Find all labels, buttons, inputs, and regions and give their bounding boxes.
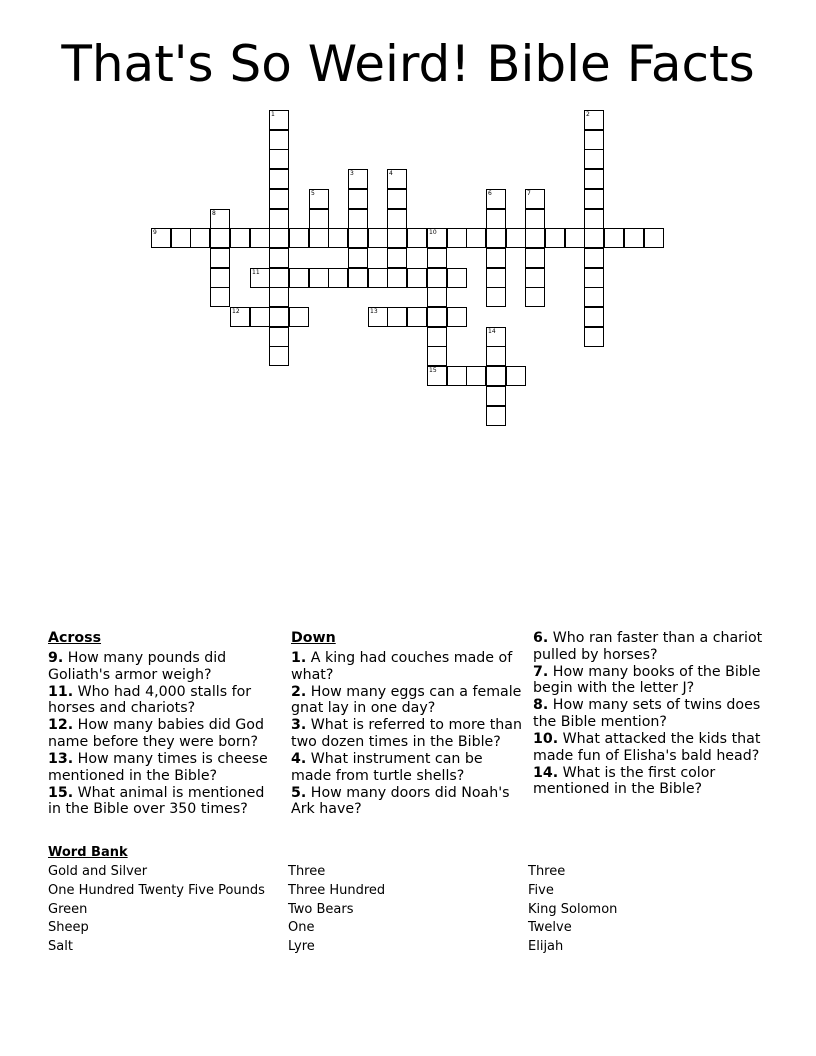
grid-cell[interactable] — [269, 189, 289, 209]
clue-down-4: 4. What instrument can be made from turtle shells? — [291, 751, 483, 784]
grid-cell[interactable] — [486, 287, 506, 307]
grid-cell[interactable] — [348, 268, 368, 288]
grid-cell[interactable] — [427, 327, 447, 347]
clue-across-12: 12. How many babies did God name before they were born? — [48, 717, 264, 750]
grid-cell[interactable] — [328, 268, 348, 288]
down-clues — [291, 630, 523, 818]
cell-number: 3 — [350, 170, 354, 177]
grid-cell[interactable] — [525, 228, 545, 248]
grid-cell[interactable] — [269, 287, 289, 307]
grid-cell[interactable] — [584, 189, 604, 209]
word-bank-item: King Solomon — [528, 901, 618, 917]
word-bank-column-1 — [48, 863, 265, 957]
word-bank-item: Five — [528, 882, 554, 898]
grid-cell[interactable] — [486, 248, 506, 268]
grid-cell[interactable] — [466, 366, 486, 386]
grid-cell[interactable] — [545, 228, 565, 248]
word-bank-item: Three — [528, 864, 566, 879]
across-heading: Across — [48, 630, 102, 646]
grid-cell[interactable] — [230, 307, 250, 327]
grid-cell[interactable] — [289, 268, 309, 288]
grid-cell[interactable] — [427, 248, 447, 268]
grid-cell[interactable] — [269, 110, 289, 130]
clue-down-2: 2. How many eggs can a female gnat lay in one day? — [291, 683, 522, 717]
grid-cell[interactable] — [466, 228, 486, 248]
grid-cell[interactable] — [427, 366, 447, 386]
word-bank-title: Word Bank — [48, 845, 128, 860]
grid-cell[interactable] — [486, 189, 506, 209]
grid-cell[interactable] — [269, 130, 289, 150]
grid-cell[interactable] — [387, 169, 407, 189]
grid-cell[interactable] — [250, 268, 270, 288]
grid-cell[interactable] — [427, 228, 447, 248]
grid-cell[interactable] — [171, 228, 191, 248]
grid-cell[interactable] — [368, 307, 388, 327]
cell-number: 5 — [311, 190, 315, 197]
grid-cell[interactable] — [348, 248, 368, 268]
word-bank-item: Gold and Silver — [48, 864, 148, 879]
grid-cell[interactable] — [486, 327, 506, 347]
down-heading: Down — [291, 630, 336, 646]
cell-number: 1 — [271, 111, 275, 118]
grid-cell[interactable] — [525, 248, 545, 268]
grid-cell[interactable] — [387, 228, 407, 248]
grid-cell[interactable] — [427, 307, 447, 327]
grid-cell[interactable] — [269, 327, 289, 347]
grid-cell[interactable] — [407, 268, 427, 288]
grid-cell[interactable] — [387, 248, 407, 268]
grid-cell[interactable] — [210, 287, 230, 307]
word-bank-item: Elijah — [528, 939, 564, 955]
grid-cell[interactable] — [151, 228, 171, 248]
grid-cell[interactable] — [210, 228, 230, 248]
grid-cell[interactable] — [584, 169, 604, 189]
grid-cell[interactable] — [584, 110, 604, 130]
word-bank-item: Green — [48, 901, 88, 917]
word-bank-item: Sheep — [48, 920, 89, 936]
word-bank-item: Three Hundred — [288, 882, 386, 898]
grid-cell[interactable] — [525, 287, 545, 307]
cell-number: 2 — [586, 111, 590, 118]
grid-cell[interactable] — [309, 228, 329, 248]
grid-cell[interactable] — [427, 346, 447, 366]
grid-cell[interactable] — [447, 366, 467, 386]
page-title: That's So Weird! Bible Facts — [61, 35, 755, 93]
down-clues-continued — [533, 630, 765, 798]
word-bank-column-3 — [528, 863, 617, 957]
grid-cell[interactable] — [584, 327, 604, 347]
grid-cell[interactable] — [348, 209, 368, 229]
grid-cell[interactable] — [584, 268, 604, 288]
word-bank-item: One — [288, 920, 315, 936]
grid-cell[interactable] — [486, 228, 506, 248]
clue-down-6: 6. Who ran faster than a chariot pulled by horses? — [533, 630, 763, 663]
grid-cell[interactable] — [486, 386, 506, 406]
grid-cell[interactable] — [486, 366, 506, 386]
word-bank-item: Salt — [48, 939, 73, 955]
clue-down-7: 7. How many books of the Bible begin with the letter J? — [533, 663, 761, 697]
grid-cell[interactable] — [309, 268, 329, 288]
cell-number: 13 — [370, 308, 378, 315]
cell-number: 6 — [488, 190, 492, 197]
grid-cell[interactable] — [269, 169, 289, 189]
grid-cell[interactable] — [309, 209, 329, 229]
grid-cell[interactable] — [210, 268, 230, 288]
clue-down-14: 14. What is the first color mentioned in the Bible? — [533, 764, 716, 798]
grid-cell[interactable] — [368, 268, 388, 288]
cell-number: 9 — [153, 229, 157, 236]
clue-across-13: 13. How many times is cheese mentioned in the Bible? — [48, 751, 268, 784]
grid-cell[interactable] — [486, 268, 506, 288]
grid-cell[interactable] — [210, 209, 230, 229]
cell-number: 8 — [212, 210, 216, 217]
grid-cell[interactable] — [289, 307, 309, 327]
grid-cell[interactable] — [584, 228, 604, 248]
clue-down-8: 8. How many sets of twins does the Bible mention? — [533, 697, 761, 730]
clue-down-5: 5. How many doors did Noah's Ark have? — [291, 784, 510, 818]
grid-cell[interactable] — [269, 248, 289, 268]
grid-cell[interactable] — [525, 189, 545, 209]
grid-cell[interactable] — [250, 228, 270, 248]
grid-cell[interactable] — [269, 209, 289, 229]
grid-cell[interactable] — [269, 346, 289, 366]
grid-cell[interactable] — [506, 228, 526, 248]
grid-cell[interactable] — [584, 209, 604, 229]
grid-cell[interactable] — [584, 248, 604, 268]
cell-number: 11 — [252, 269, 260, 276]
word-bank-item: Three — [288, 864, 326, 879]
cell-number: 4 — [389, 170, 393, 177]
word-bank-item: Lyre — [288, 939, 315, 955]
grid-cell[interactable] — [427, 268, 447, 288]
grid-cell[interactable] — [565, 228, 585, 248]
crossword-grid — [0, 0, 816, 440]
grid-cell[interactable] — [190, 228, 210, 248]
grid-cell[interactable] — [604, 228, 624, 248]
cell-number: 15 — [429, 367, 437, 374]
cell-number: 7 — [527, 190, 531, 197]
grid-cell[interactable] — [447, 228, 467, 248]
word-bank-item: Two Bears — [288, 901, 354, 917]
cell-number: 12 — [232, 308, 240, 315]
grid-cell[interactable] — [407, 307, 427, 327]
grid-cell[interactable] — [525, 209, 545, 229]
grid-cell[interactable] — [289, 228, 309, 248]
grid-cell[interactable] — [269, 228, 289, 248]
grid-cell[interactable] — [368, 228, 388, 248]
grid-cell[interactable] — [447, 268, 467, 288]
grid-cell[interactable] — [427, 287, 447, 307]
grid-cell[interactable] — [328, 228, 348, 248]
cell-number: 14 — [488, 328, 496, 335]
grid-cell[interactable] — [486, 209, 506, 229]
grid-cell[interactable] — [230, 228, 250, 248]
grid-cell[interactable] — [486, 406, 506, 426]
grid-cell[interactable] — [387, 189, 407, 209]
grid-cell[interactable] — [584, 130, 604, 150]
grid-cell[interactable] — [387, 268, 407, 288]
across-clues — [48, 630, 280, 818]
grid-cell[interactable] — [525, 268, 545, 288]
word-bank-item: One Hundred Twenty Five Pounds — [48, 882, 265, 898]
cell-number: 10 — [429, 229, 437, 236]
grid-cell[interactable] — [584, 307, 604, 327]
grid-cell[interactable] — [407, 228, 427, 248]
grid-cell[interactable] — [269, 268, 289, 288]
clue-down-10: 10. What attacked the kids that made fun of Elisha's bald head? — [533, 731, 761, 764]
clue-across-9: 9. How many pounds did Goliath's armor weigh? — [48, 650, 227, 683]
grid-cell[interactable] — [210, 248, 230, 268]
grid-cell[interactable] — [250, 307, 270, 327]
grid-cell[interactable] — [584, 287, 604, 307]
grid-cell[interactable] — [584, 149, 604, 169]
clue-across-15: 15. What animal is mentioned in the Bible over 350 times? — [48, 784, 265, 818]
word-bank-column-2 — [288, 863, 385, 957]
grid-cell[interactable] — [506, 366, 526, 386]
grid-cell[interactable] — [348, 228, 368, 248]
grid-cell[interactable] — [644, 228, 664, 248]
grid-cell[interactable] — [387, 307, 407, 327]
grid-cell[interactable] — [624, 228, 644, 248]
grid-cell[interactable] — [309, 189, 329, 209]
grid-cell[interactable] — [348, 169, 368, 189]
grid-cell[interactable] — [269, 307, 289, 327]
grid-cell[interactable] — [387, 209, 407, 229]
clue-down-1: 1. A king had couches made of what? — [291, 650, 513, 683]
word-bank-item: Twelve — [528, 920, 572, 936]
clue-across-11: 11. Who had 4,000 stalls for horses and chariots? — [48, 683, 252, 717]
grid-cell[interactable] — [348, 189, 368, 209]
grid-cell[interactable] — [447, 307, 467, 327]
grid-cell[interactable] — [486, 346, 506, 366]
clue-down-3: 3. What is referred to more than two dozen times in the Bible? — [291, 717, 522, 750]
grid-cell[interactable] — [269, 149, 289, 169]
